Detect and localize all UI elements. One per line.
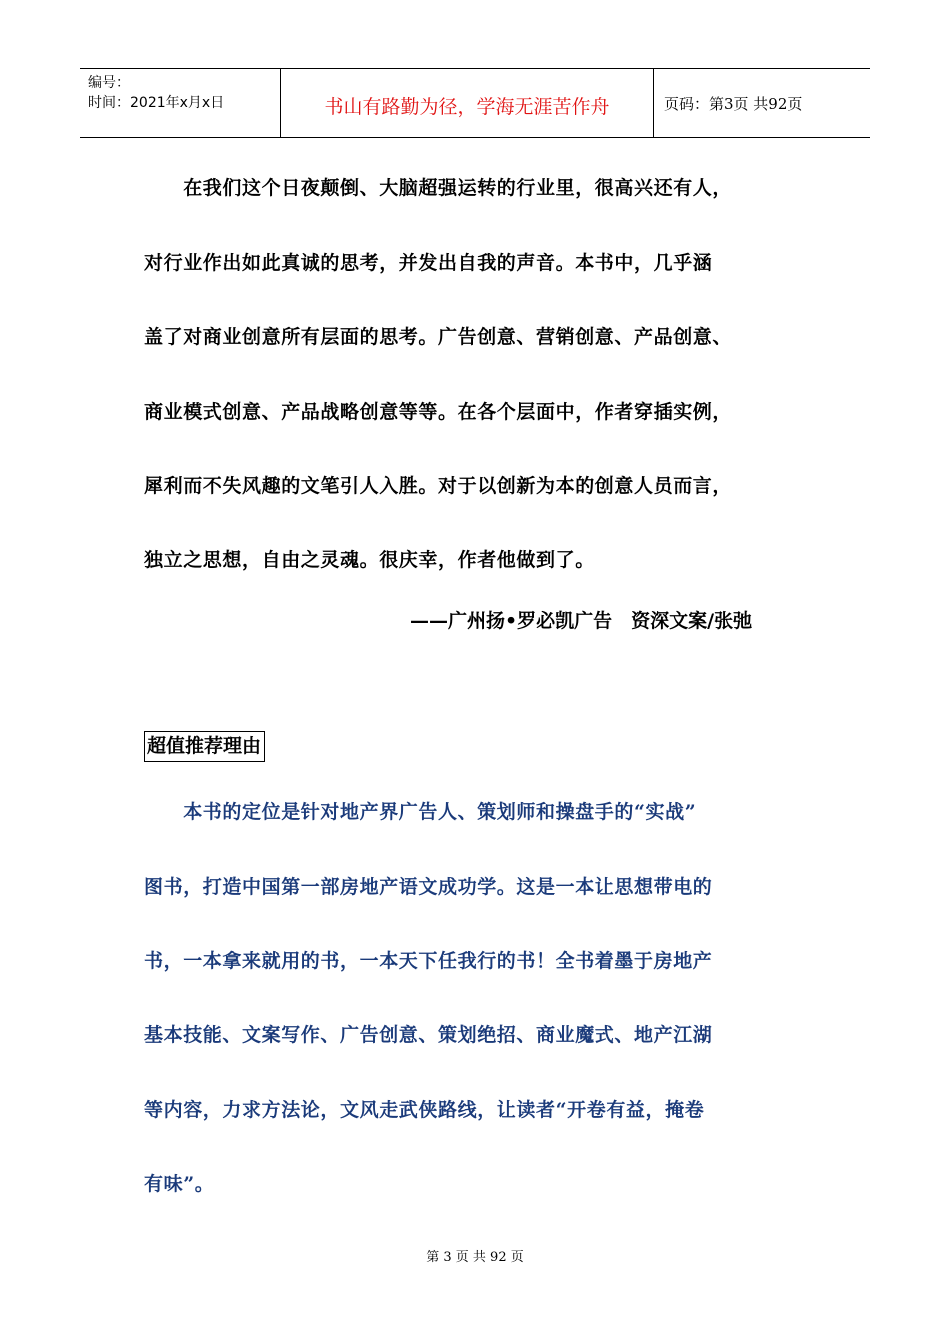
quote-signature: ——广州扬•罗必凯广告 资深文案/张弛 bbox=[410, 610, 753, 632]
paragraph-line: 商业模式创意、产品战略创意等等。在各个层面中，作者穿插实例， bbox=[144, 401, 733, 423]
paragraph-line: 在我们这个日夜颠倒、大脑超强运转的行业里，很高兴还有人， bbox=[144, 177, 733, 199]
document-number-label: 编号： bbox=[88, 75, 130, 91]
page-header bbox=[80, 68, 870, 138]
paragraph-line: 独立之思想，自由之灵魂。很庆幸，作者他做到了。 bbox=[144, 549, 595, 571]
paragraph-line: 书，一本拿来就用的书，一本天下任我行的书！全书着墨于房地产 bbox=[144, 950, 713, 972]
paragraph-line: 犀利而不失风趣的文笔引人入胜。对于以创新为本的创意人员而言， bbox=[144, 475, 733, 497]
page-footer: 第 3 页 共 92 页 bbox=[426, 1250, 524, 1265]
paragraph-line: 本书的定位是针对地产界广告人、策划师和操盘手的“实战” bbox=[144, 801, 697, 823]
paragraph-line: 图书，打造中国第一部房地产语文成功学。这是一本让思想带电的 bbox=[144, 876, 713, 898]
paragraph-line: 盖了对商业创意所有层面的思考。广告创意、营销创意、产品创意、 bbox=[144, 326, 733, 348]
paragraph-line: 等内容，力求方法论，文风走武侠路线，让读者“开卷有益，掩卷 bbox=[144, 1099, 705, 1121]
document-time-label: 时间：2021年x月x日 bbox=[88, 95, 225, 111]
paragraph-line: 基本技能、文案写作、广告创意、策划绝招、商业魔式、地产江湖 bbox=[144, 1024, 713, 1046]
paragraph-line: 有味”。 bbox=[144, 1173, 215, 1195]
header-meta bbox=[80, 69, 281, 137]
paragraph-line: 对行业作出如此真诚的思考，并发出自我的声音。本书中，几乎涵 bbox=[144, 252, 713, 274]
section-title: 超值推荐理由 bbox=[144, 731, 265, 762]
header-motto: 书山有路勤为径，学海无涯苦作舟 bbox=[281, 69, 654, 137]
header-page-info: 页码：第3页 共92页 bbox=[664, 94, 803, 113]
